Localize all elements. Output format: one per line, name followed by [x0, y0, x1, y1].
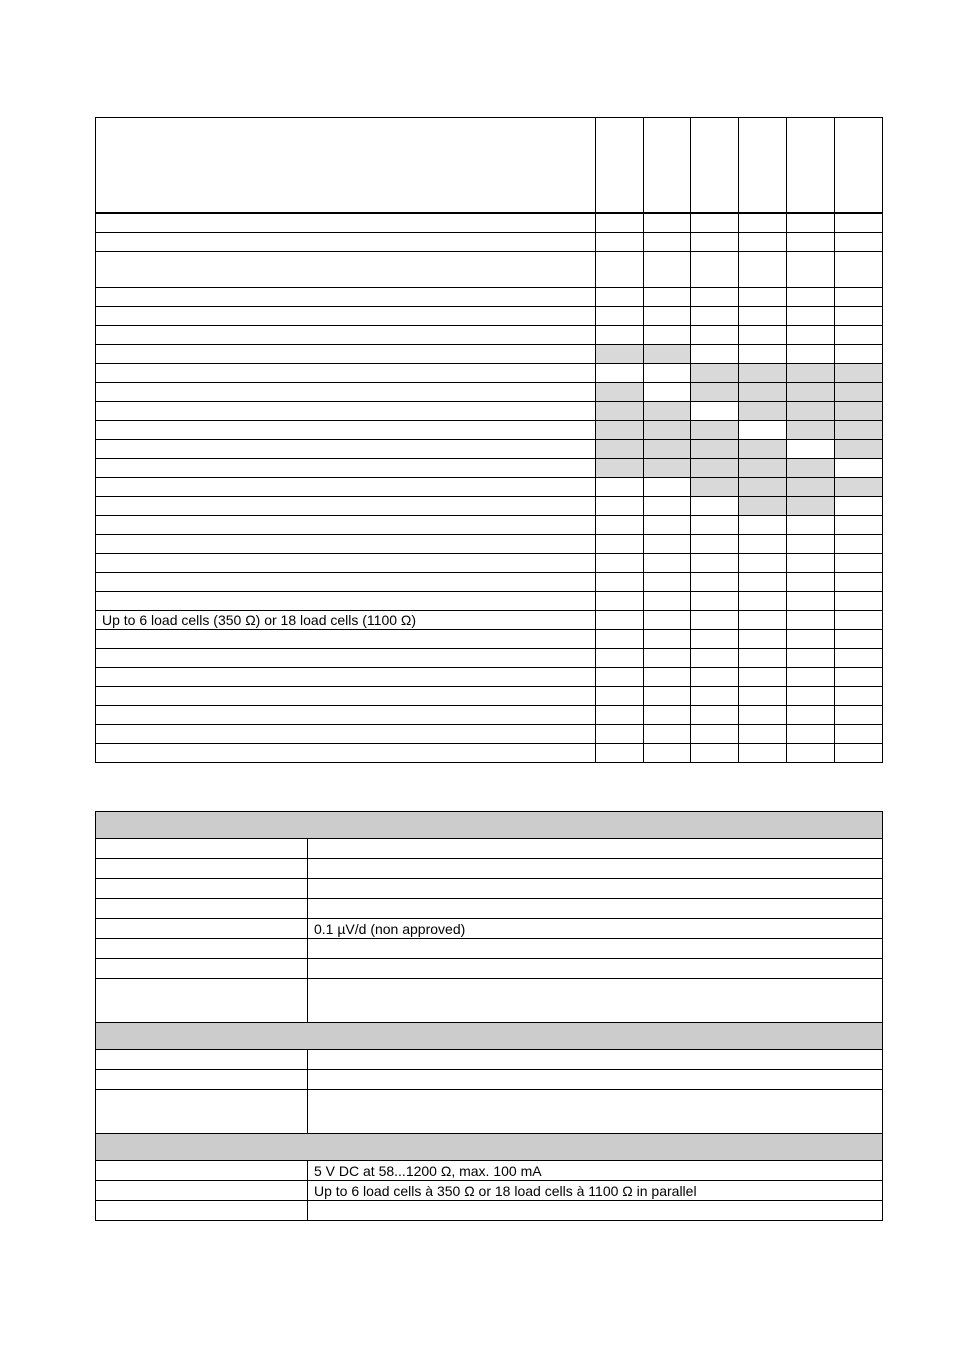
feature-cell: [644, 668, 691, 687]
spec-row: [96, 1070, 883, 1090]
table-row: [96, 364, 883, 383]
feature-cell-unavailable: [596, 421, 644, 440]
feature-cell: [835, 459, 883, 478]
feature-cell: [787, 668, 835, 687]
feature-label: Up to 6 load cells (350 Ω) or 18 load cells (1100 Ω): [96, 611, 596, 630]
feature-cell: [835, 345, 883, 364]
feature-cell: [644, 233, 691, 252]
section-header-row: [96, 812, 883, 839]
table-row: [96, 440, 883, 459]
feature-cell: [644, 744, 691, 763]
feature-cell: [835, 706, 883, 725]
table-row: [96, 592, 883, 611]
feature-cell: [787, 630, 835, 649]
feature-cell-unavailable: [691, 440, 739, 459]
spec-row: [96, 1181, 883, 1201]
feature-cell: [787, 233, 835, 252]
section-title: [96, 1134, 883, 1161]
header-cell-model: [691, 118, 739, 214]
feature-label: [96, 744, 596, 763]
feature-cell: [691, 233, 739, 252]
section-title: [96, 812, 883, 839]
spec-row: [96, 919, 883, 939]
table-row: [96, 402, 883, 421]
spec-value: 0.1 µV/d (non approved): [308, 919, 883, 939]
feature-cell: [787, 288, 835, 307]
spec-label: [96, 939, 308, 959]
spec-value: [308, 1201, 883, 1221]
table-row: [96, 252, 883, 288]
feature-cell: [691, 668, 739, 687]
feature-cell: [787, 252, 835, 288]
feature-cell: [835, 592, 883, 611]
feature-cell-unavailable: [787, 364, 835, 383]
feature-cell: [835, 744, 883, 763]
feature-cell: [691, 402, 739, 421]
feature-label: [96, 421, 596, 440]
table-row: [96, 345, 883, 364]
feature-cell: [835, 573, 883, 592]
table-row: [96, 725, 883, 744]
feature-cell: [739, 421, 787, 440]
spec-label: [96, 899, 308, 919]
feature-cell: [739, 630, 787, 649]
spec-value: [308, 959, 883, 979]
feature-cell: [644, 725, 691, 744]
table-row: [96, 573, 883, 592]
spec-label: [96, 1161, 308, 1181]
feature-cell-unavailable: [644, 421, 691, 440]
feature-cell: [787, 744, 835, 763]
feature-cell: [787, 611, 835, 630]
feature-cell: [835, 288, 883, 307]
feature-cell-unavailable: [835, 402, 883, 421]
feature-cell: [691, 592, 739, 611]
feature-cell: [644, 478, 691, 497]
feature-cell: [787, 554, 835, 573]
feature-label: [96, 233, 596, 252]
feature-cell: [787, 706, 835, 725]
spec-row: [96, 1090, 883, 1134]
header-cell-feature: [96, 118, 596, 214]
feature-cell: [787, 345, 835, 364]
feature-cell: [596, 252, 644, 288]
feature-cell: [596, 649, 644, 668]
feature-cell: [739, 573, 787, 592]
feature-cell-unavailable: [596, 345, 644, 364]
feature-cell: [691, 516, 739, 535]
feature-cell: [739, 535, 787, 554]
spec-label: [96, 1050, 308, 1070]
table-row: [96, 326, 883, 345]
feature-cell: [691, 630, 739, 649]
feature-cell: [596, 213, 644, 233]
feature-cell: [835, 516, 883, 535]
feature-cell: [739, 516, 787, 535]
spec-label: [96, 1181, 308, 1201]
feature-cell: [739, 252, 787, 288]
feature-cell: [644, 213, 691, 233]
header-cell-model: [596, 118, 644, 214]
table-row: [96, 630, 883, 649]
feature-label: [96, 307, 596, 326]
feature-cell: [596, 535, 644, 554]
table-row: [96, 497, 883, 516]
feature-cell-unavailable: [787, 402, 835, 421]
spec-value: [308, 839, 883, 859]
feature-cell: [787, 573, 835, 592]
feature-cell: [691, 611, 739, 630]
section-header-row: [96, 1134, 883, 1161]
header-cell-model: [644, 118, 691, 214]
feature-cell-unavailable: [787, 383, 835, 402]
feature-label: [96, 649, 596, 668]
feature-cell-unavailable: [691, 459, 739, 478]
feature-label: [96, 252, 596, 288]
feature-cell: [596, 706, 644, 725]
spec-value: [308, 1090, 883, 1134]
table-row: [96, 554, 883, 573]
feature-cell: [596, 233, 644, 252]
feature-cell: [596, 573, 644, 592]
feature-cell-unavailable: [691, 364, 739, 383]
feature-cell-unavailable: [835, 364, 883, 383]
feature-cell: [691, 706, 739, 725]
feature-cell: [596, 364, 644, 383]
spec-row: [96, 979, 883, 1023]
feature-cell-unavailable: [596, 383, 644, 402]
feature-cell: [691, 573, 739, 592]
feature-cell: [691, 535, 739, 554]
feature-cell: [644, 497, 691, 516]
feature-cell: [644, 592, 691, 611]
feature-cell: [739, 649, 787, 668]
feature-cell: [691, 307, 739, 326]
feature-cell: [644, 554, 691, 573]
spec-label: [96, 1201, 308, 1221]
spec-label: [96, 1070, 308, 1090]
table-row: [96, 478, 883, 497]
feature-cell: [835, 554, 883, 573]
table-row: [96, 706, 883, 725]
spec-row: [96, 859, 883, 879]
feature-cell: [691, 649, 739, 668]
feature-cell: [691, 687, 739, 706]
feature-cell: [835, 630, 883, 649]
feature-label: [96, 326, 596, 345]
feature-cell: [835, 252, 883, 288]
spec-row: [96, 839, 883, 859]
feature-cell: [739, 213, 787, 233]
feature-cell: [644, 383, 691, 402]
feature-cell-unavailable: [739, 402, 787, 421]
feature-label: [96, 288, 596, 307]
feature-cell-unavailable: [739, 478, 787, 497]
feature-cell: [835, 611, 883, 630]
spec-row: [96, 939, 883, 959]
feature-cell: [691, 252, 739, 288]
feature-cell: [596, 307, 644, 326]
feature-label: [96, 516, 596, 535]
spec-value: [308, 899, 883, 919]
feature-cell: [787, 440, 835, 459]
feature-cell: [835, 326, 883, 345]
feature-label: [96, 440, 596, 459]
table-row: [96, 516, 883, 535]
feature-cell: [596, 497, 644, 516]
feature-cell: [596, 288, 644, 307]
feature-cell-unavailable: [739, 364, 787, 383]
table-row: [96, 459, 883, 478]
feature-cell-unavailable: [596, 459, 644, 478]
feature-cell: [644, 649, 691, 668]
feature-cell: [787, 213, 835, 233]
feature-cell: [691, 345, 739, 364]
feature-label: [96, 573, 596, 592]
feature-cell: [596, 630, 644, 649]
spec-value: [308, 939, 883, 959]
feature-cell: [787, 725, 835, 744]
feature-cell-unavailable: [835, 478, 883, 497]
spec-value: [308, 859, 883, 879]
feature-cell: [835, 687, 883, 706]
feature-cell: [596, 725, 644, 744]
feature-cell: [835, 497, 883, 516]
feature-cell: [739, 611, 787, 630]
table-row: [96, 421, 883, 440]
feature-label: [96, 687, 596, 706]
feature-label: [96, 630, 596, 649]
feature-cell-unavailable: [596, 402, 644, 421]
table-row: [96, 649, 883, 668]
feature-cell: [691, 497, 739, 516]
feature-cell: [787, 687, 835, 706]
feature-cell: [691, 288, 739, 307]
feature-cell: [691, 554, 739, 573]
feature-cell: [739, 345, 787, 364]
feature-cell-unavailable: [787, 459, 835, 478]
spec-row: [96, 959, 883, 979]
feature-cell: [739, 592, 787, 611]
feature-label: [96, 725, 596, 744]
feature-cell: [644, 516, 691, 535]
feature-cell: [739, 725, 787, 744]
feature-cell-unavailable: [644, 345, 691, 364]
feature-cell: [739, 326, 787, 345]
feature-cell: [835, 649, 883, 668]
feature-cell-unavailable: [739, 383, 787, 402]
feature-cell: [787, 326, 835, 345]
feature-cell: [835, 213, 883, 233]
feature-cell-unavailable: [691, 478, 739, 497]
feature-label: [96, 554, 596, 573]
table-row: [96, 535, 883, 554]
spec-label: [96, 879, 308, 899]
feature-cell: [739, 706, 787, 725]
feature-cell-unavailable: [835, 421, 883, 440]
feature-cell: [835, 535, 883, 554]
header-cell-model: [739, 118, 787, 214]
feature-label: [96, 345, 596, 364]
feature-cell: [596, 668, 644, 687]
table-row: [96, 307, 883, 326]
feature-cell: [644, 573, 691, 592]
spec-row: [96, 1050, 883, 1070]
feature-cell: [596, 478, 644, 497]
feature-cell: [739, 307, 787, 326]
feature-cell-unavailable: [691, 421, 739, 440]
feature-cell: [644, 307, 691, 326]
section-header-row: [96, 1023, 883, 1050]
feature-cell: [644, 535, 691, 554]
feature-cell: [596, 611, 644, 630]
feature-cell: [644, 326, 691, 345]
spec-label: [96, 979, 308, 1023]
table-row: [96, 687, 883, 706]
model-feature-matrix-table: [95, 117, 883, 763]
feature-label: [96, 535, 596, 554]
feature-cell: [739, 288, 787, 307]
feature-cell: [787, 535, 835, 554]
feature-label: [96, 383, 596, 402]
feature-cell-unavailable: [644, 440, 691, 459]
table-row: [96, 668, 883, 687]
feature-cell-unavailable: [835, 383, 883, 402]
feature-cell: [691, 213, 739, 233]
spec-label: [96, 959, 308, 979]
feature-label: [96, 668, 596, 687]
feature-cell: [835, 307, 883, 326]
spec-row: [96, 879, 883, 899]
specifications-table: [95, 811, 883, 1221]
feature-cell: [739, 233, 787, 252]
table-row: [96, 288, 883, 307]
feature-cell-unavailable: [739, 440, 787, 459]
feature-label: [96, 592, 596, 611]
feature-cell: [835, 668, 883, 687]
feature-cell: [835, 233, 883, 252]
feature-label: [96, 706, 596, 725]
feature-cell: [739, 744, 787, 763]
spec-label: [96, 859, 308, 879]
feature-cell: [596, 592, 644, 611]
feature-cell: [787, 649, 835, 668]
feature-cell: [787, 592, 835, 611]
feature-label: [96, 459, 596, 478]
feature-cell: [691, 725, 739, 744]
feature-cell: [644, 364, 691, 383]
feature-cell: [787, 516, 835, 535]
feature-cell: [596, 326, 644, 345]
spec-value: [308, 1070, 883, 1090]
feature-cell: [644, 288, 691, 307]
spec-label: [96, 839, 308, 859]
spec-row: [96, 1161, 883, 1181]
feature-cell: [596, 744, 644, 763]
feature-cell: [644, 611, 691, 630]
feature-cell: [835, 725, 883, 744]
header-cell-model: [787, 118, 835, 214]
table-row: [96, 611, 883, 630]
feature-label: [96, 213, 596, 233]
feature-cell: [787, 307, 835, 326]
feature-cell-unavailable: [644, 459, 691, 478]
table-row: [96, 233, 883, 252]
section-title: [96, 1023, 883, 1050]
feature-cell: [596, 554, 644, 573]
feature-cell: [739, 687, 787, 706]
feature-cell: [691, 744, 739, 763]
table-row: [96, 383, 883, 402]
feature-cell-unavailable: [691, 383, 739, 402]
spec-label: [96, 919, 308, 939]
spec-value: [308, 879, 883, 899]
table-row: [96, 213, 883, 233]
spec-label: [96, 1090, 308, 1134]
feature-cell: [644, 630, 691, 649]
feature-cell-unavailable: [596, 440, 644, 459]
table-header-row: [96, 118, 883, 214]
feature-label: [96, 402, 596, 421]
spec-value: [308, 1050, 883, 1070]
spec-value: 5 V DC at 58...1200 Ω, max. 100 mA: [308, 1161, 883, 1181]
feature-cell: [644, 252, 691, 288]
header-cell-model: [835, 118, 883, 214]
feature-cell: [644, 706, 691, 725]
feature-cell: [596, 687, 644, 706]
feature-label: [96, 364, 596, 383]
spec-value: [308, 979, 883, 1023]
feature-cell-unavailable: [644, 402, 691, 421]
feature-cell: [596, 516, 644, 535]
feature-cell-unavailable: [835, 440, 883, 459]
feature-cell-unavailable: [739, 459, 787, 478]
feature-cell: [691, 326, 739, 345]
spec-row: [96, 1201, 883, 1221]
spec-row: [96, 899, 883, 919]
table-row: [96, 744, 883, 763]
feature-cell: [739, 668, 787, 687]
spec-value: Up to 6 load cells à 350 Ω or 18 load cells à 1100 Ω in parallel: [308, 1181, 883, 1201]
feature-cell-unavailable: [787, 478, 835, 497]
feature-cell: [644, 687, 691, 706]
feature-cell-unavailable: [739, 497, 787, 516]
feature-cell-unavailable: [787, 421, 835, 440]
feature-label: [96, 478, 596, 497]
feature-cell: [739, 554, 787, 573]
feature-cell-unavailable: [787, 497, 835, 516]
feature-label: [96, 497, 596, 516]
